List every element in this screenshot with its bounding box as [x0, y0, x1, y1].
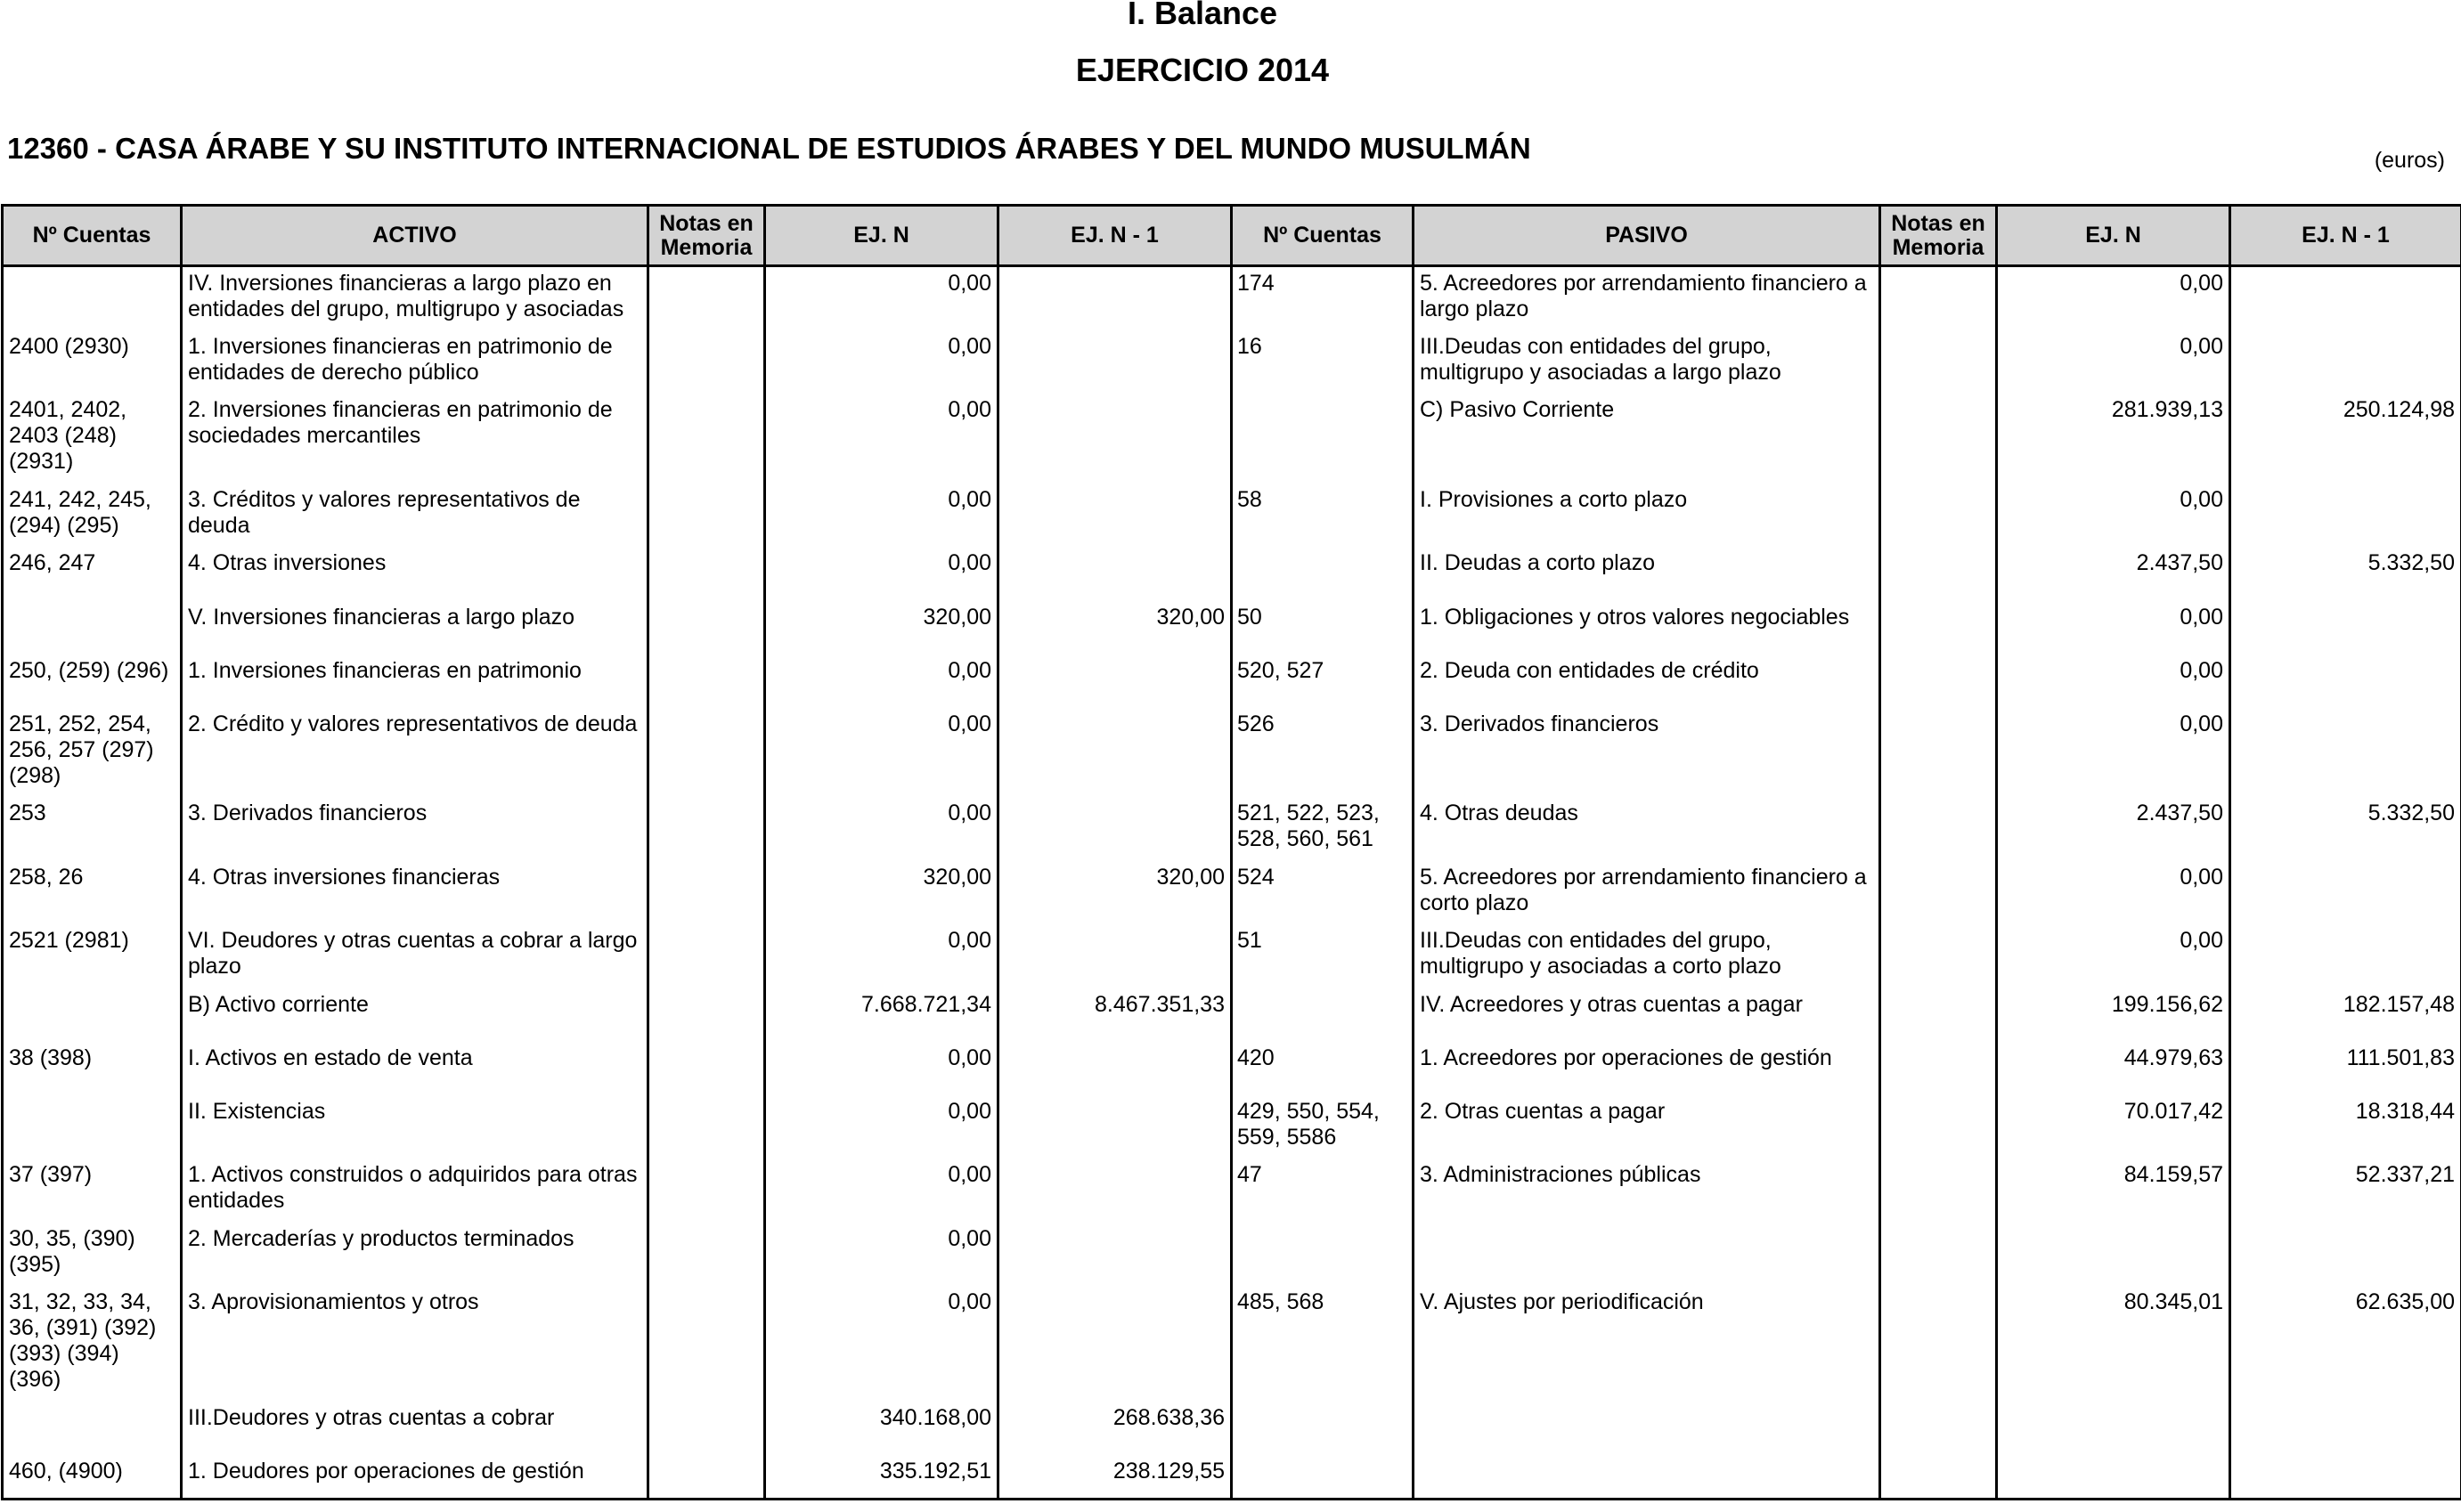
activo-label: 3. Créditos y valores representativos de deuda [182, 484, 648, 547]
accounts-cell: 246, 247 [3, 547, 182, 601]
notes-cell [648, 601, 765, 654]
table-row [3, 654, 2461, 708]
pasivo-label: 2. Otras cuentas a pagar [1414, 1095, 1880, 1158]
activo-label: 3. Derivados financieros [182, 797, 648, 861]
notes-pasivo-cell [1880, 601, 1997, 654]
table-row [3, 861, 2461, 924]
accounts-pasivo-cell: 47 [1232, 1158, 1414, 1223]
accounts-cell: 251, 252, 254, 256, 257 (297) (298) [3, 708, 182, 797]
activo-label: V. Inversiones financieras a largo plazo [182, 601, 648, 654]
pasivo-label [1414, 1402, 1880, 1455]
pasivo-label [1414, 1455, 1880, 1500]
accounts-cell [3, 266, 182, 330]
pasivo-label: IV. Acreedores y otras cuentas a pagar [1414, 988, 1880, 1042]
accounts-cell: 460, (4900) [3, 1455, 182, 1500]
pasivo-label: 5. Acreedores por arrendamiento financiero a corto plazo [1414, 861, 1880, 924]
accounts-pasivo-cell: 420 [1232, 1042, 1414, 1095]
notes-pasivo-cell [1880, 1158, 1997, 1223]
ej-n-1-pasivo-value [2230, 484, 2461, 547]
activo-label: 1. Inversiones financieras en patrimonio de entidades de derecho público [182, 330, 648, 394]
notes-cell [648, 1455, 765, 1500]
table-row [3, 1095, 2461, 1158]
ej-n-1-pasivo-value [2230, 266, 2461, 330]
ej-n-pasivo-value: 0,00 [1997, 484, 2230, 547]
notes-pasivo-cell [1880, 266, 1997, 330]
notes-cell [648, 394, 765, 484]
pasivo-label: C) Pasivo Corriente [1414, 394, 1880, 484]
ej-n-1-pasivo-value [2230, 861, 2461, 924]
ej-n-1-pasivo-value: 52.337,21 [2230, 1158, 2461, 1223]
ej-n-1-value: 320,00 [998, 861, 1232, 924]
activo-label: 3. Aprovisionamientos y otros [182, 1286, 648, 1402]
accounts-cell: 241, 242, 245, (294) (295) [3, 484, 182, 547]
ej-n-1-value [998, 708, 1232, 797]
ej-n-1-pasivo-value [2230, 1402, 2461, 1455]
ej-n-value: 0,00 [765, 797, 998, 861]
ej-n-1-pasivo-value [2230, 1223, 2461, 1286]
ej-n-value: 320,00 [765, 861, 998, 924]
col-header-ej-n: EJ. N [765, 206, 998, 266]
accounts-cell: 37 (397) [3, 1158, 182, 1223]
accounts-pasivo-cell: 485, 568 [1232, 1286, 1414, 1402]
ej-n-value: 0,00 [765, 1042, 998, 1095]
accounts-cell: 258, 26 [3, 861, 182, 924]
ej-n-1-pasivo-value [2230, 708, 2461, 797]
notes-cell [648, 797, 765, 861]
table-row [3, 988, 2461, 1042]
ej-n-1-value: 8.467.351,33 [998, 988, 1232, 1042]
accounts-pasivo-cell: 58 [1232, 484, 1414, 547]
accounts-pasivo-cell: 174 [1232, 266, 1414, 330]
ej-n-value: 0,00 [765, 394, 998, 484]
ej-n-pasivo-value: 281.939,13 [1997, 394, 2230, 484]
notes-cell [648, 861, 765, 924]
ej-n-pasivo-value: 0,00 [1997, 266, 2230, 330]
notes-pasivo-cell [1880, 654, 1997, 708]
ej-n-1-pasivo-value [2230, 1455, 2461, 1500]
activo-label: II. Existencias [182, 1095, 648, 1158]
notes-pasivo-cell [1880, 1223, 1997, 1286]
fiscal-year: EJERCICIO 2014 [1075, 52, 1330, 88]
ej-n-value: 0,00 [765, 708, 998, 797]
notes-pasivo-cell [1880, 797, 1997, 861]
accounts-cell: 2521 (2981) [3, 924, 182, 988]
ej-n-1-value [998, 1223, 1232, 1286]
table-row [3, 1402, 2461, 1455]
accounts-cell: 38 (398) [3, 1042, 182, 1095]
ej-n-pasivo-value: 70.017,42 [1997, 1095, 2230, 1158]
ej-n-value: 340.168,00 [765, 1402, 998, 1455]
ej-n-value: 0,00 [765, 654, 998, 708]
ej-n-value: 0,00 [765, 1223, 998, 1286]
activo-label: 1. Deudores por operaciones de gestión [182, 1455, 648, 1500]
ej-n-pasivo-value: 0,00 [1997, 330, 2230, 394]
table-row [3, 1223, 2461, 1286]
pasivo-label: I. Provisiones a corto plazo [1414, 484, 1880, 547]
table-row [3, 708, 2461, 797]
col-header-notes-pasivo: Notas en Memoria [1880, 206, 1997, 266]
ej-n-1-value [998, 394, 1232, 484]
pasivo-label: 2. Deuda con entidades de crédito [1414, 654, 1880, 708]
accounts-pasivo-cell [1232, 1402, 1414, 1455]
ej-n-pasivo-value: 0,00 [1997, 654, 2230, 708]
table-row [3, 330, 2461, 394]
notes-cell [648, 708, 765, 797]
ej-n-value: 335.192,51 [765, 1455, 998, 1500]
notes-pasivo-cell [1880, 484, 1997, 547]
col-header-ej-n-pasivo: EJ. N [1997, 206, 2230, 266]
pasivo-label: III.Deudas con entidades del grupo, multigrupo y asociadas a corto plazo [1414, 924, 1880, 988]
pasivo-label: 3. Derivados financieros [1414, 708, 1880, 797]
ej-n-1-pasivo-value: 5.332,50 [2230, 797, 2461, 861]
accounts-cell [3, 601, 182, 654]
activo-label: III.Deudores y otras cuentas a cobrar [182, 1402, 648, 1455]
ej-n-1-pasivo-value: 5.332,50 [2230, 547, 2461, 601]
activo-label: B) Activo corriente [182, 988, 648, 1042]
accounts-pasivo-cell [1232, 1455, 1414, 1500]
notes-cell [648, 266, 765, 330]
pasivo-label: III.Deudas con entidades del grupo, multigrupo y asociadas a largo plazo [1414, 330, 1880, 394]
ej-n-1-pasivo-value: 182.157,48 [2230, 988, 2461, 1042]
ej-n-pasivo-value: 80.345,01 [1997, 1286, 2230, 1402]
notes-cell [648, 1042, 765, 1095]
accounts-pasivo-cell: 50 [1232, 601, 1414, 654]
ej-n-1-pasivo-value [2230, 654, 2461, 708]
notes-pasivo-cell [1880, 708, 1997, 797]
ej-n-value: 0,00 [765, 1286, 998, 1402]
ej-n-pasivo-value: 0,00 [1997, 924, 2230, 988]
table-row [3, 1455, 2461, 1500]
notes-pasivo-cell [1880, 1042, 1997, 1095]
ej-n-value: 7.668.721,34 [765, 988, 998, 1042]
notes-cell [648, 547, 765, 601]
ej-n-pasivo-value [1997, 1223, 2230, 1286]
ej-n-1-value: 238.129,55 [998, 1455, 1232, 1500]
ej-n-value: 0,00 [765, 330, 998, 394]
pasivo-label: 1. Acreedores por operaciones de gestión [1414, 1042, 1880, 1095]
ej-n-pasivo-value [1997, 1402, 2230, 1455]
table-row [3, 266, 2461, 330]
ej-n-1-value [998, 1095, 1232, 1158]
balance-table [1, 204, 2461, 1500]
pasivo-label: 4. Otras deudas [1414, 797, 1880, 861]
notes-cell [648, 924, 765, 988]
col-header-activo: ACTIVO [182, 206, 648, 266]
accounts-pasivo-cell: 524 [1232, 861, 1414, 924]
ej-n-value: 320,00 [765, 601, 998, 654]
ej-n-value: 0,00 [765, 266, 998, 330]
notes-cell [648, 1223, 765, 1286]
accounts-cell [3, 988, 182, 1042]
accounts-cell: 2401, 2402, 2403 (248) (2931) [3, 394, 182, 484]
table-row [3, 1286, 2461, 1402]
accounts-cell: 30, 35, (390) (395) [3, 1223, 182, 1286]
activo-label: 2. Inversiones financieras en patrimonio de sociedades mercantiles [182, 394, 648, 484]
accounts-pasivo-cell [1232, 988, 1414, 1042]
report-title: I. Balance [1127, 0, 1278, 31]
activo-label: 2. Mercaderías y productos terminados [182, 1223, 648, 1286]
pasivo-label: 1. Obligaciones y otros valores negociables [1414, 601, 1880, 654]
ej-n-1-value [998, 1286, 1232, 1402]
ej-n-value: 0,00 [765, 1095, 998, 1158]
notes-cell [648, 654, 765, 708]
ej-n-1-value: 320,00 [998, 601, 1232, 654]
accounts-pasivo-cell: 51 [1232, 924, 1414, 988]
accounts-cell: 2400 (2930) [3, 330, 182, 394]
accounts-cell: 250, (259) (296) [3, 654, 182, 708]
notes-cell [648, 1286, 765, 1402]
table-body [3, 266, 2461, 1500]
accounts-pasivo-cell: 526 [1232, 708, 1414, 797]
header-row [3, 206, 2461, 266]
ej-n-1-pasivo-value: 250.124,98 [2230, 394, 2461, 484]
notes-pasivo-cell [1880, 1286, 1997, 1402]
ej-n-1-pasivo-value [2230, 330, 2461, 394]
notes-cell [648, 988, 765, 1042]
accounts-pasivo-cell: 429, 550, 554, 559, 5586 [1232, 1095, 1414, 1158]
activo-label: IV. Inversiones financieras a largo plazo en entidades del grupo, multigrupo y asociadas [182, 266, 648, 330]
ej-n-pasivo-value: 0,00 [1997, 708, 2230, 797]
ej-n-pasivo-value: 2.437,50 [1997, 797, 2230, 861]
accounts-cell: 31, 32, 33, 34, 36, (391) (392) (393) (394) (396) [3, 1286, 182, 1402]
ej-n-value: 0,00 [765, 484, 998, 547]
ej-n-1-value: 268.638,36 [998, 1402, 1232, 1455]
ej-n-pasivo-value: 0,00 [1997, 861, 2230, 924]
notes-pasivo-cell [1880, 1455, 1997, 1500]
pasivo-label: V. Ajustes por periodificación [1414, 1286, 1880, 1402]
table-row [3, 547, 2461, 601]
ej-n-1-pasivo-value: 62.635,00 [2230, 1286, 2461, 1402]
notes-cell [648, 484, 765, 547]
activo-label: 1. Inversiones financieras en patrimonio [182, 654, 648, 708]
currency-unit: (euros) [2374, 148, 2445, 173]
accounts-cell [3, 1095, 182, 1158]
ej-n-pasivo-value [1997, 1455, 2230, 1500]
ej-n-1-value [998, 1158, 1232, 1223]
ej-n-1-pasivo-value [2230, 924, 2461, 988]
ej-n-1-pasivo-value: 18.318,44 [2230, 1095, 2461, 1158]
entity-name: 12360 - CASA ÁRABE Y SU INSTITUTO INTERNACIONAL DE ESTUDIOS ÁRABES Y DEL MUNDO MUSULMÁN [7, 132, 1531, 165]
table-row [3, 1158, 2461, 1223]
pasivo-label: II. Deudas a corto plazo [1414, 547, 1880, 601]
accounts-cell: 253 [3, 797, 182, 861]
pasivo-label: 3. Administraciones públicas [1414, 1158, 1880, 1223]
notes-pasivo-cell [1880, 924, 1997, 988]
col-header-accounts-pasivo: Nº Cuentas [1232, 206, 1414, 266]
ej-n-1-pasivo-value [2230, 601, 2461, 654]
activo-label: 4. Otras inversiones financieras [182, 861, 648, 924]
ej-n-1-value [998, 484, 1232, 547]
accounts-pasivo-cell: 521, 522, 523, 528, 560, 561 [1232, 797, 1414, 861]
table-row [3, 1042, 2461, 1095]
activo-label: 4. Otras inversiones [182, 547, 648, 601]
notes-pasivo-cell [1880, 1095, 1997, 1158]
ej-n-1-pasivo-value: 111.501,83 [2230, 1042, 2461, 1095]
accounts-pasivo-cell: 520, 527 [1232, 654, 1414, 708]
activo-label: I. Activos en estado de venta [182, 1042, 648, 1095]
activo-label: VI. Deudores y otras cuentas a cobrar a largo plazo [182, 924, 648, 988]
ej-n-1-value [998, 266, 1232, 330]
ej-n-1-value [998, 547, 1232, 601]
accounts-cell [3, 1402, 182, 1455]
table-row [3, 797, 2461, 861]
ej-n-value: 0,00 [765, 1158, 998, 1223]
ej-n-1-value [998, 654, 1232, 708]
accounts-pasivo-cell [1232, 394, 1414, 484]
col-header-ej-n-1: EJ. N - 1 [998, 206, 1232, 266]
pasivo-label [1414, 1223, 1880, 1286]
accounts-pasivo-cell [1232, 1223, 1414, 1286]
notes-cell [648, 1158, 765, 1223]
notes-cell [648, 1095, 765, 1158]
ej-n-1-value [998, 924, 1232, 988]
accounts-pasivo-cell [1232, 547, 1414, 601]
ej-n-pasivo-value: 44.979,63 [1997, 1042, 2230, 1095]
table-row [3, 484, 2461, 547]
col-header-pasivo: PASIVO [1414, 206, 1880, 266]
activo-label: 1. Activos construidos o adquiridos para otras entidades [182, 1158, 648, 1223]
table-row [3, 394, 2461, 484]
col-header-notes: Notas en Memoria [648, 206, 765, 266]
ej-n-1-value [998, 1042, 1232, 1095]
ej-n-pasivo-value: 84.159,57 [1997, 1158, 2230, 1223]
notes-cell [648, 330, 765, 394]
activo-label: 2. Crédito y valores representativos de deuda [182, 708, 648, 797]
notes-pasivo-cell [1880, 861, 1997, 924]
col-header-accounts: Nº Cuentas [3, 206, 182, 266]
notes-pasivo-cell [1880, 547, 1997, 601]
table-row [3, 924, 2461, 988]
notes-pasivo-cell [1880, 394, 1997, 484]
ej-n-1-value [998, 330, 1232, 394]
col-header-ej-n-1-pasivo: EJ. N - 1 [2230, 206, 2461, 266]
ej-n-1-value [998, 797, 1232, 861]
notes-pasivo-cell [1880, 988, 1997, 1042]
table-row [3, 601, 2461, 654]
ej-n-value: 0,00 [765, 547, 998, 601]
ej-n-pasivo-value: 0,00 [1997, 601, 2230, 654]
notes-cell [648, 1402, 765, 1455]
accounts-pasivo-cell: 16 [1232, 330, 1414, 394]
ej-n-pasivo-value: 2.437,50 [1997, 547, 2230, 601]
notes-pasivo-cell [1880, 1402, 1997, 1455]
pasivo-label: 5. Acreedores por arrendamiento financiero a largo plazo [1414, 266, 1880, 330]
ej-n-value: 0,00 [765, 924, 998, 988]
notes-pasivo-cell [1880, 330, 1997, 394]
ej-n-pasivo-value: 199.156,62 [1997, 988, 2230, 1042]
